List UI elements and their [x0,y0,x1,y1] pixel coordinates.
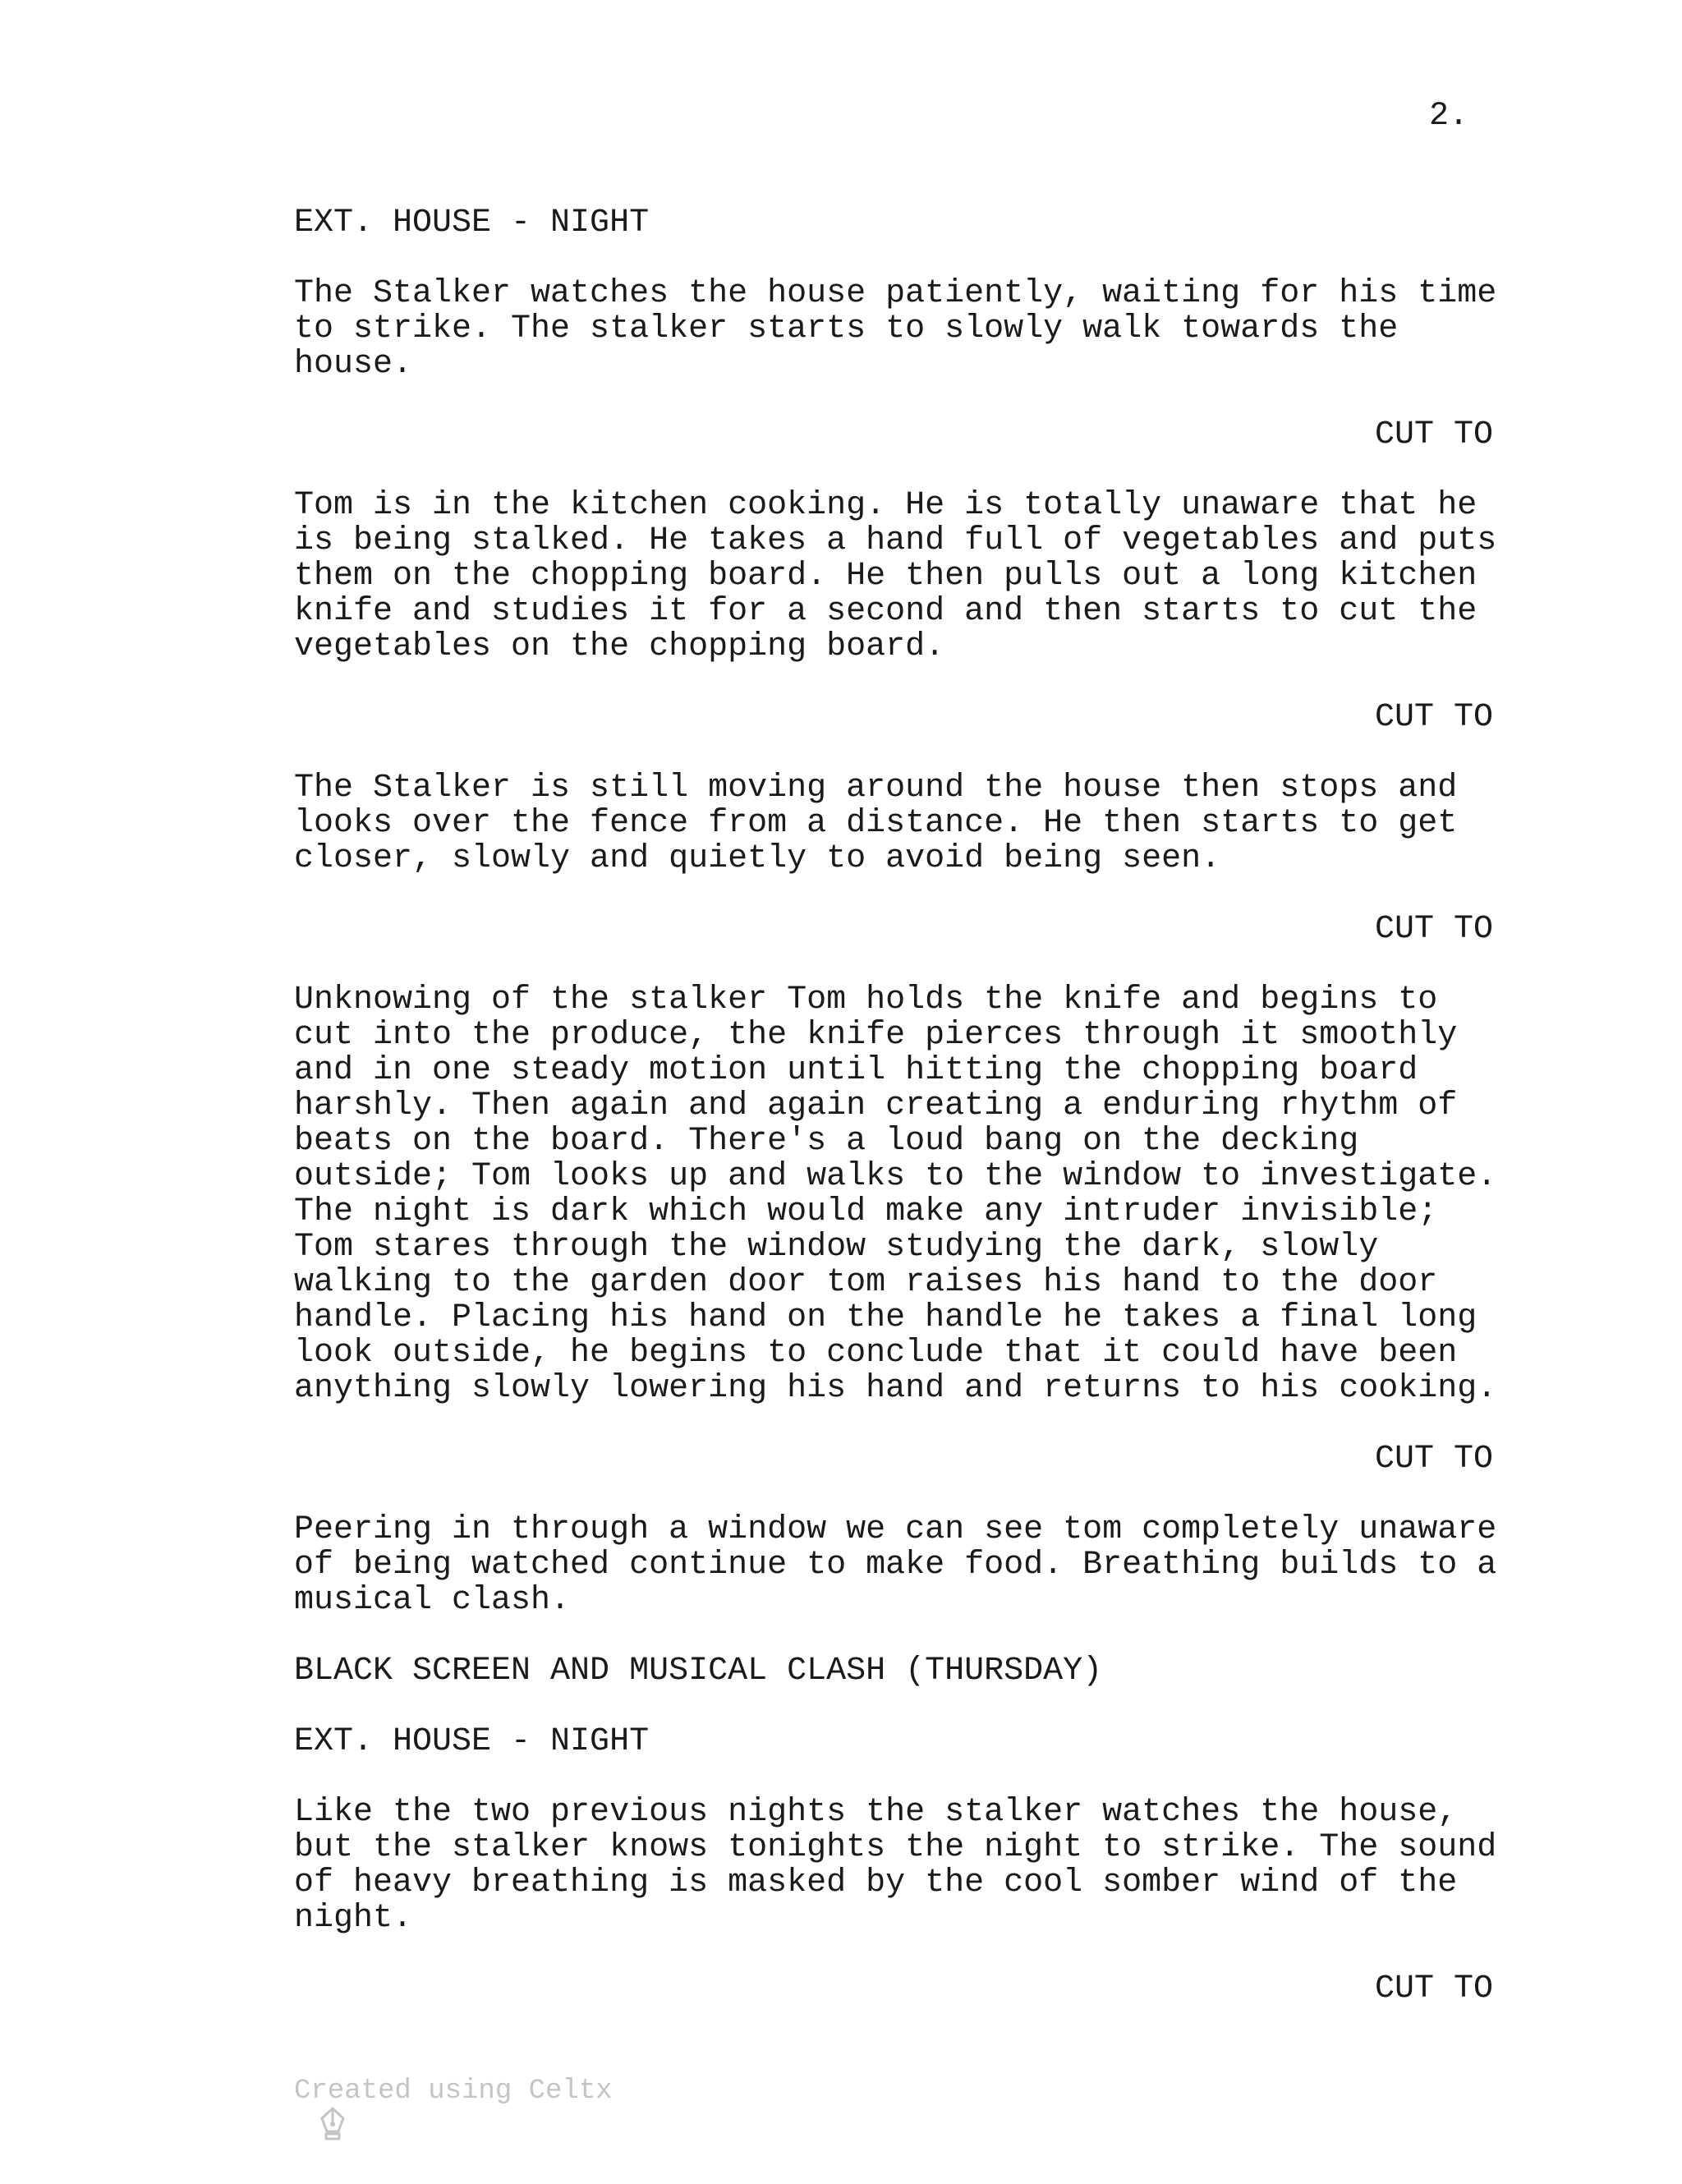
action-line: walking to the garden door tom raises his hand to the door [294,1264,1438,1301]
action-line: to strike. The stalker starts to slowly walk towards the [294,310,1399,347]
page-number: 2. [1429,98,1469,135]
transition-block [294,417,1493,453]
action-block [294,275,1497,383]
action-line: Peering in through a window we can see tom completely unaware [294,1511,1497,1548]
action-line: of being watched continue to make food. Breathing builds to a [294,1547,1497,1584]
action-line: harshly. Then again and again creating a enduring rhythm of [294,1087,1458,1124]
action-line: musical clash. [294,1582,571,1619]
transition-block [294,912,1493,947]
action-line: Like the two previous nights the stalker watches the house, [294,1794,1458,1831]
action-block [294,1511,1497,1619]
scene-heading-block [294,205,1493,241]
action-line: cut into the produce, the knife pierces through it smoothly [294,1017,1458,1054]
action-line: Unknowing of the stalker Tom holds the knife and begins to [294,982,1438,1018]
action-line: but the stalker knows tonights the night to strike. The sound [294,1829,1497,1866]
action-block [294,770,1493,876]
action-line: knife and studies it for a second and then starts to cut the [294,593,1477,630]
action-line: anything slowly lowering his hand and returns to his cooking. [294,1370,1497,1407]
transition-line: CUT TO [1374,699,1493,736]
action-line: The Stalker is still moving around the house then stops and [294,770,1458,807]
action-line: closer, slowly and quietly to avoid being seen. [294,840,1221,877]
action-line: look outside, he begins to conclude that it could have been [294,1335,1458,1372]
transition-block [294,1441,1493,1477]
scene-heading-line: EXT. HOUSE - NIGHT [294,205,650,241]
action-line: The night is dark which would make any intruder invisible; [294,1193,1438,1230]
action-line: night. [294,1900,413,1937]
action-line: and in one steady motion until hitting the chopping board [294,1052,1418,1089]
action-block [294,1653,1493,1689]
action-line: handle. Placing his hand on the handle he takes a final long [294,1299,1477,1336]
action-line: them on the chopping board. He then pulls out a long kitchen [294,558,1477,595]
action-line: BLACK SCREEN AND MUSICAL CLASH (THURSDAY) [294,1653,1103,1690]
screenplay-body [294,205,1497,2042]
pen-nib-icon [251,2074,279,2108]
transition-line: CUT TO [1374,1970,1493,2007]
transition-block [294,700,1493,735]
action-line: vegetables on the chopping board. [294,628,945,665]
action-line: outside; Tom looks up and walks to the window to investigate. [294,1158,1497,1195]
action-block [294,1794,1497,1937]
action-line: Tom is in the kitchen cooking. He is totally unaware that he [294,487,1477,524]
transition-line: CUT TO [1374,911,1493,948]
action-line: looks over the fence from a distance. He then starts to get [294,805,1458,842]
action-line: house. [294,346,413,383]
action-line: Tom stares through the window studying the dark, slowly [294,1229,1379,1266]
action-block [294,982,1497,1407]
action-line: beats on the board. There's a loud bang on the decking [294,1123,1359,1160]
action-line: The Stalker watches the house patiently, waiting for his time [294,275,1497,312]
transition-line: CUT TO [1374,1441,1493,1478]
footer [251,2074,613,2108]
action-line: of heavy breathing is masked by the cool somber wind of the [294,1864,1458,1901]
scene-heading-line: EXT. HOUSE - NIGHT [294,1723,650,1760]
footer-credit: Created using Celtx [294,2076,613,2107]
action-line: is being stalked. He takes a hand full of vegetables and puts [294,522,1497,559]
transition-block [294,1971,1493,2007]
transition-line: CUT TO [1374,416,1493,453]
action-block [294,487,1497,665]
scene-heading-block [294,1724,1493,1759]
